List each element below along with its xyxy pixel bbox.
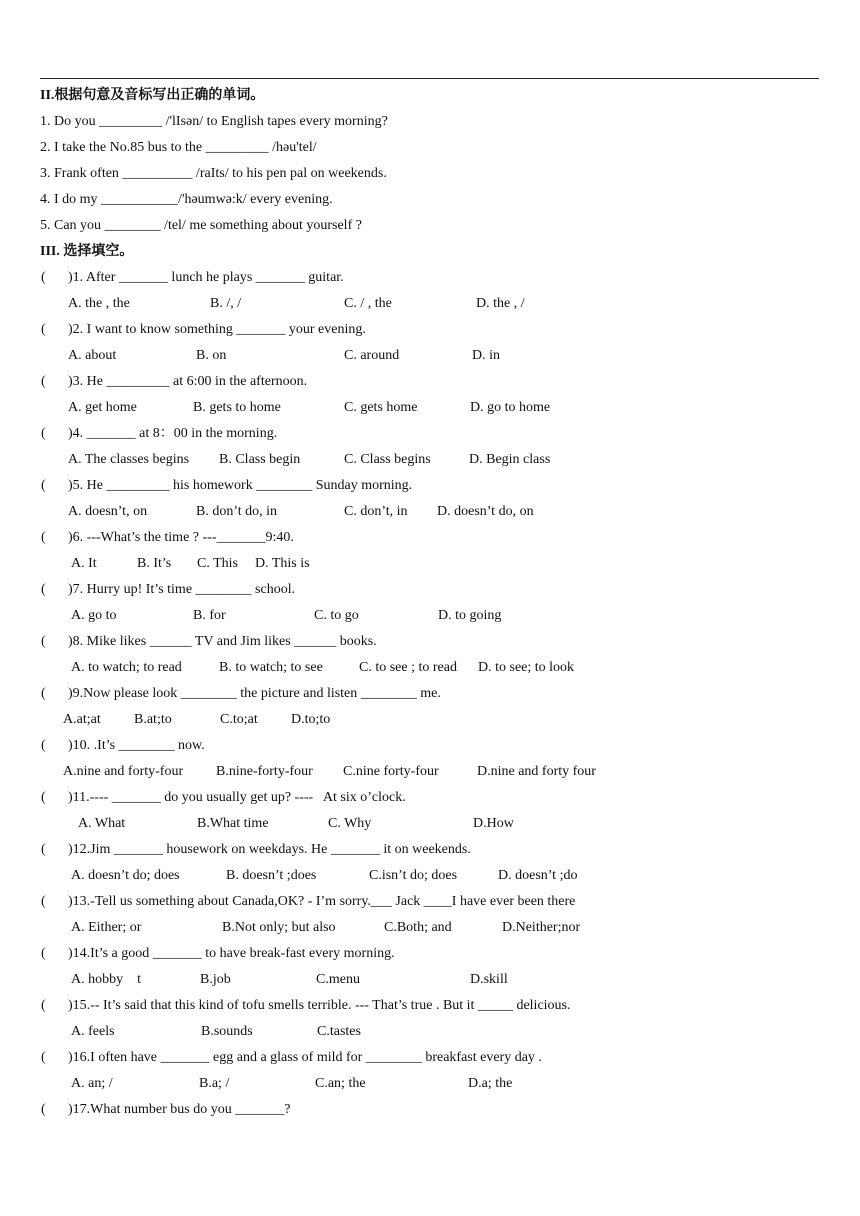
option-c: C. around <box>344 348 400 363</box>
option-a: A. the , the <box>68 296 130 311</box>
option-b: B. gets to home <box>193 400 281 415</box>
section2-item-5: 5. Can you ________ /tel/ me something about yourself ? <box>40 218 362 233</box>
option-c: C. Class begins <box>344 452 431 467</box>
question-text: )10. .It’s ________ now. <box>68 738 205 753</box>
top-rule <box>40 78 819 79</box>
question-text: )12.Jim _______ housework on weekdays. He _______ it on weekends. <box>68 842 471 857</box>
option-d: D. doesn’t ;do <box>498 868 578 883</box>
question-text: )9.Now please look ________ the picture and listen ________ me. <box>68 686 441 701</box>
option-a: A.nine and forty-four <box>63 764 184 779</box>
option-c: C.menu <box>316 972 360 987</box>
option-c: C. to see ; to read <box>359 660 457 675</box>
option-b: B.nine-forty-four <box>216 764 313 779</box>
option-c: C. Why <box>328 816 372 831</box>
option-a: A. The classes begins <box>68 452 190 467</box>
option-d: D.skill <box>470 972 508 987</box>
answer-paren: ( <box>41 946 46 961</box>
option-c: C.tastes <box>317 1024 361 1039</box>
option-a: A.at;at <box>63 712 101 727</box>
option-c: C. to go <box>314 608 359 623</box>
option-d: D.Neither;nor <box>502 920 581 935</box>
answer-paren: ( <box>41 842 46 857</box>
option-c: C. don’t, in <box>344 504 408 519</box>
question-text: )5. He _________ his homework ________ Sunday morning. <box>68 478 413 493</box>
question-text: )4. _______ at 8：00 in the morning. <box>68 426 278 441</box>
question-text: )15.-- It’s said that this kind of tofu smells terrible. --- That’s true . But it _____ delicious. <box>68 998 571 1013</box>
option-b: B.What time <box>197 816 269 831</box>
option-c: C.nine forty-four <box>343 764 439 779</box>
question-text: )7. Hurry up! It’s time ________ school. <box>68 582 296 597</box>
question-text: )16.I often have _______ egg and a glass of mild for ________ breakfast every day . <box>68 1050 542 1065</box>
option-b: B. Class begin <box>219 452 301 467</box>
answer-paren: ( <box>41 634 46 649</box>
option-d: D.nine and forty four <box>477 764 596 779</box>
option-b: B.Not only; but also <box>222 920 336 935</box>
answer-paren: ( <box>41 478 46 493</box>
option-c: C.an; the <box>315 1076 366 1091</box>
option-d: D. doesn’t do, on <box>437 504 534 519</box>
option-a: A. to watch; to read <box>71 660 182 675</box>
option-d: D. Begin class <box>469 452 551 467</box>
option-a: A. an; / <box>71 1076 113 1091</box>
question-text: )8. Mike likes ______ TV and Jim likes ______ books. <box>68 634 377 649</box>
option-a: A. hobby t <box>71 972 141 987</box>
option-c: C. / , the <box>344 296 392 311</box>
answer-paren: ( <box>41 790 46 805</box>
option-d: D. go to home <box>470 400 551 415</box>
question-text: )14.It’s a good _______ to have break-fast every morning. <box>68 946 395 961</box>
answer-paren: ( <box>41 738 46 753</box>
option-b: B. to watch; to see <box>219 660 323 675</box>
answer-paren: ( <box>41 374 46 389</box>
option-d: D. to going <box>438 608 502 623</box>
answer-paren: ( <box>41 530 46 545</box>
option-b: B. It’s <box>137 556 172 571</box>
answer-paren: ( <box>41 1102 46 1117</box>
option-d: D. in <box>472 348 500 363</box>
option-b: B. on <box>196 348 227 363</box>
question-text: )3. He _________ at 6:00 in the afternoon. <box>68 374 308 389</box>
section3-heading: III. 选择填空。 <box>40 244 134 259</box>
option-d: D.to;to <box>291 712 331 727</box>
option-d: D.How <box>473 816 514 831</box>
option-a: A. It <box>71 556 97 571</box>
answer-paren: ( <box>41 1050 46 1065</box>
option-c: C.to;at <box>220 712 258 727</box>
answer-paren: ( <box>41 894 46 909</box>
option-b: B. /, / <box>210 296 242 311</box>
option-d: D.a; the <box>468 1076 513 1091</box>
answer-paren: ( <box>41 322 46 337</box>
question-text: )17.What number bus do you _______? <box>68 1102 291 1117</box>
question-text: )6. ---What’s the time ? ---_______9:40. <box>68 530 294 545</box>
answer-paren: ( <box>41 426 46 441</box>
option-b: B. don’t do, in <box>196 504 278 519</box>
option-a: A. feels <box>71 1024 115 1039</box>
option-d: D. the , / <box>476 296 525 311</box>
section2-item-2: 2. I take the No.85 bus to the _________ /həu'tel/ <box>40 140 317 155</box>
option-a: A. Either; or <box>71 920 142 935</box>
option-b: B.job <box>200 972 231 987</box>
option-a: A. doesn’t, on <box>68 504 148 519</box>
section2-item-3: 3. Frank often __________ /raIts/ to his pen pal on weekends. <box>40 166 387 181</box>
answer-paren: ( <box>41 998 46 1013</box>
option-c: C.isn’t do; does <box>369 868 458 883</box>
option-a: A. go to <box>71 608 117 623</box>
question-text: )13.-Tell us something about Canada,OK? - I’m sorry.___ Jack ____I have ever been there <box>68 894 576 909</box>
option-b: B.at;to <box>134 712 172 727</box>
section2-item-4: 4. I do my ___________/'həumwə:k/ every evening. <box>40 192 333 207</box>
answer-paren: ( <box>41 270 46 285</box>
option-a: A. What <box>78 816 126 831</box>
option-a: A. about <box>68 348 117 363</box>
section2-heading: II.根据句意及音标写出正确的单词。 <box>40 88 265 103</box>
option-a: A. get home <box>68 400 137 415</box>
option-b: B. for <box>193 608 226 623</box>
answer-paren: ( <box>41 582 46 597</box>
option-a: A. doesn’t do; does <box>71 868 180 883</box>
option-b: B.sounds <box>201 1024 253 1039</box>
option-c: C.Both; and <box>384 920 452 935</box>
option-d: D. This is <box>255 556 310 571</box>
option-c: C. gets home <box>344 400 418 415</box>
option-c: C. This <box>197 556 238 571</box>
option-b: B. doesn’t ;does <box>226 868 317 883</box>
option-b: B.a; / <box>199 1076 230 1091</box>
option-d: D. to see; to look <box>478 660 575 675</box>
section2-item-1: 1. Do you _________ /'lIsən/ to English tapes every morning? <box>40 114 388 129</box>
question-text: )2. I want to know something _______ your evening. <box>68 322 366 337</box>
question-text: )1. After _______ lunch he plays _______ guitar. <box>68 270 344 285</box>
question-text: )11.---- _______ do you usually get up? ---- At six o’clock. <box>68 790 406 805</box>
answer-paren: ( <box>41 686 46 701</box>
